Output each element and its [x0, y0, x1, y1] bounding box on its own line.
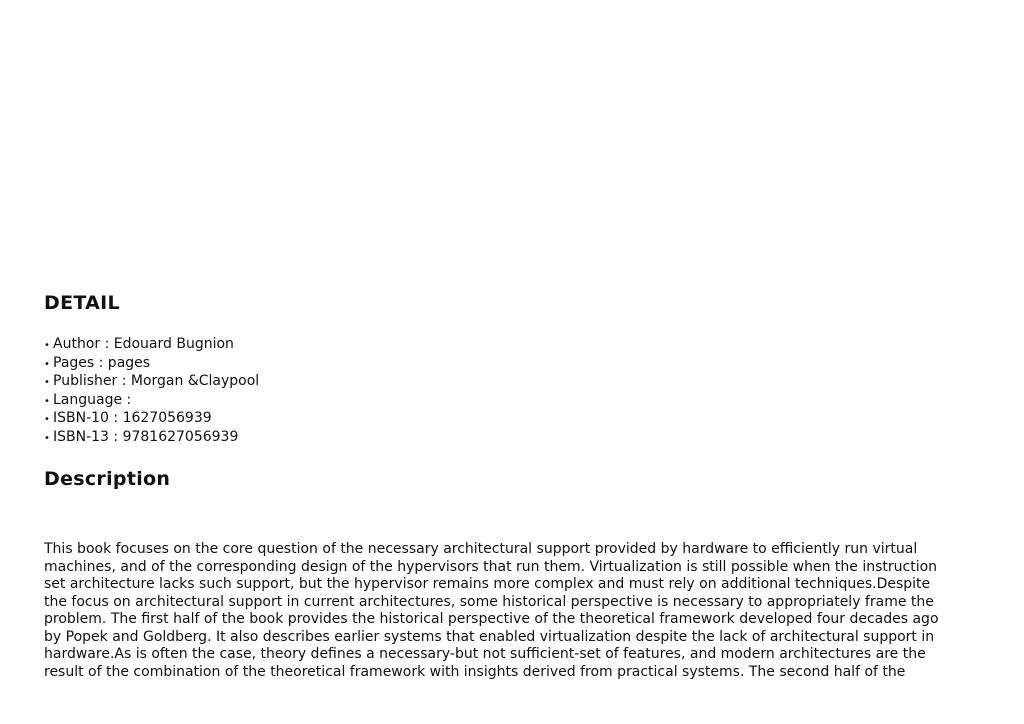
description-line: the focus on architectural support in current architectures, some historical perspective is necessary to appropriately frame the: [44, 593, 934, 610]
detail-item-pages: [44, 355, 259, 374]
description-line: by Popek and Goldberg. It also describes earlier systems that enabled virtualization despite the lack of architectural support in: [44, 628, 935, 645]
detail-item-isbn13: [44, 429, 259, 448]
detail-list: [44, 336, 259, 447]
description-line: This book focuses on the core question of the necessary architectural support provided by hardware to efficiently run virtual: [44, 541, 918, 557]
description-line: set architecture lacks such support, but the hypervisor remains more complex and must rely on additional techniques.Despite: [44, 576, 931, 592]
detail-item-label: Author : Edouard Bugnion: [53, 336, 234, 352]
bullet-icon: •: [44, 358, 50, 370]
description-line: machines, and of the corresponding design of the hypervisors that run them. Virtualization is still possible when the instruction: [44, 558, 938, 575]
description-line: result of the combination of the theoretical framework with insights derived from practical systems. The second half of the: [44, 663, 906, 680]
bullet-icon: •: [44, 414, 50, 425]
description-paragraph: [44, 541, 984, 681]
description-line: problem. The first half of the book provides the historical perspective of the theoretical framework developed four decades ago: [44, 611, 939, 627]
detail-item-language: [44, 392, 259, 411]
description-heading: Description: [44, 468, 171, 490]
detail-heading: DETAIL: [44, 292, 120, 314]
detail-item-isbn10: [44, 410, 259, 429]
detail-item-label: ISBN-10 : 1627056939: [53, 410, 212, 426]
detail-item-label: Publisher : Morgan &Claypool: [53, 373, 260, 389]
bullet-icon: •: [44, 377, 50, 388]
detail-item-publisher: [44, 373, 259, 392]
detail-item-author: [44, 336, 259, 355]
detail-item-label: Language :: [53, 391, 132, 408]
bullet-icon: •: [44, 340, 50, 351]
description-line: hardware.As is often the case, theory defines a necessary-but not sufficient-set of features, and modern architectures are the: [44, 646, 926, 662]
detail-item-label: Pages : pages: [53, 354, 151, 371]
bullet-icon: •: [44, 395, 50, 407]
detail-item-label: ISBN-13 : 9781627056939: [53, 428, 239, 445]
bullet-icon: •: [44, 432, 50, 444]
